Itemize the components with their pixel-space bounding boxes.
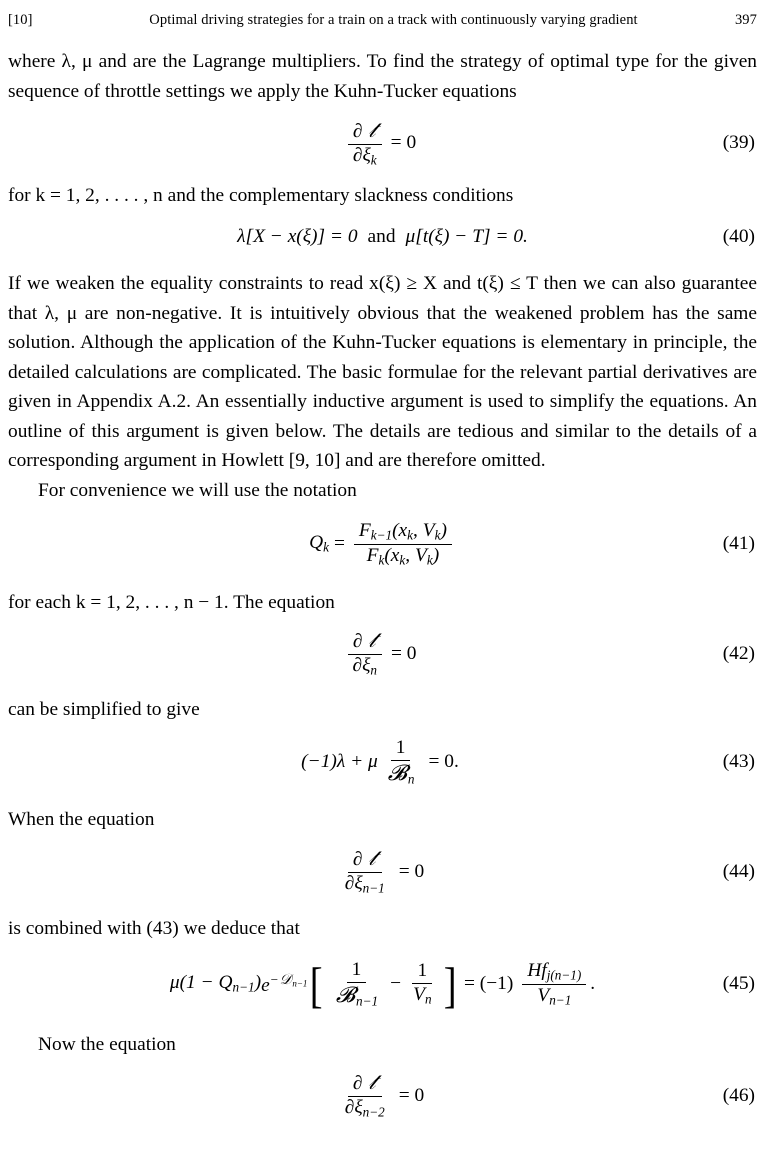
equation-44-expression xyxy=(336,847,429,896)
xi-symbol: ξ xyxy=(354,873,363,895)
partial-symbol: ∂ xyxy=(352,144,363,166)
equation-40-conjunction: and xyxy=(367,226,396,248)
equation-45-expression: $\mu(1 - Q_{n-1})$ $e^{-𝒟_{n-1}}$ [ $\frac{1}{𝓑_{n-1}}$ − $\frac{1}{V_n}$ ] = (−1) $\frac{Hf_{j(n-1)}}{V_{n-1}}$ . xyxy=(169,958,596,1014)
lead-in-39: for k = 1, 2, . . . . , n and the complementary slackness conditions xyxy=(8,184,514,206)
v-subscript: n xyxy=(407,771,415,787)
equation-number-41: (41) xyxy=(722,533,755,555)
equation-46 xyxy=(8,1068,757,1124)
partial-fraction xyxy=(348,119,382,168)
running-head-title: Optimal driving strategies for a train on a track with continuously varying gradient xyxy=(149,12,638,28)
equation-number-44: (44) xyxy=(722,860,755,882)
paragraph-1: where λ, μ and are the Lagrange multipliers. To find the strategy of optimal type for the given sequence of throttle settings we apply the Kuhn-Tucker equations xyxy=(8,51,757,102)
hf-over-v-fraction xyxy=(522,961,586,1008)
partial-fraction xyxy=(348,629,383,678)
minus-sign: − xyxy=(390,973,402,995)
equation-41-expression xyxy=(309,521,456,568)
equals-zero: = 0 xyxy=(391,642,417,664)
running-head xyxy=(8,0,757,29)
xi-subscript: n xyxy=(370,662,377,678)
denominator-v: $V_n$ xyxy=(413,984,432,1007)
equation-number-42: (42) xyxy=(722,642,755,664)
xi-symbol: ξ xyxy=(354,1097,363,1119)
q-fraction xyxy=(354,521,452,568)
partial-denominator xyxy=(340,873,390,896)
page-number: 397 xyxy=(734,12,757,28)
equation-number-40: (40) xyxy=(722,226,755,248)
equation-number-43: (43) xyxy=(722,751,755,773)
running-head-marker: [10] xyxy=(8,12,33,28)
equation-39-expression xyxy=(344,119,421,168)
equation-number-39: (39) xyxy=(722,132,755,154)
script-v-icon: 𝓑 xyxy=(335,982,356,1008)
v-subscript: n−1 xyxy=(549,992,572,1008)
equation-45-prefix: $\mu(1 - Q_{n-1})$ xyxy=(169,972,262,995)
equals-zero: = 0. xyxy=(428,751,459,773)
script-j-icon: 𝓉 xyxy=(368,628,376,654)
partial-numerator xyxy=(348,119,382,145)
partial-numerator xyxy=(348,629,382,655)
xi-subscript: n−2 xyxy=(362,1104,385,1120)
q-subscript: k xyxy=(323,540,329,555)
hf-numerator: $Hf_{j(n-1)}$ xyxy=(522,961,586,985)
paragraph-3: For convenience we will use the notation xyxy=(38,479,357,501)
partial-fraction xyxy=(340,847,390,896)
partial-denominator xyxy=(340,1097,390,1120)
f-subscript: k−1 xyxy=(370,527,393,543)
inverse-script-v-fraction xyxy=(330,960,383,1009)
f-subscript: k xyxy=(378,552,385,568)
equation-41-lhs: $Q_k$ xyxy=(309,532,329,555)
equation-42-expression xyxy=(344,629,422,678)
script-v-icon: 𝓑 xyxy=(387,760,407,786)
numerator-one: 1 xyxy=(347,960,367,983)
equals-zero: = 0 xyxy=(390,132,417,154)
equals-zero: = 0 xyxy=(398,1084,425,1106)
partial-symbol: ∂ xyxy=(352,849,363,871)
script-j-icon: 𝓉 xyxy=(368,1070,376,1096)
equation-40 xyxy=(8,218,757,256)
partial-numerator xyxy=(348,1071,382,1097)
equation-41 xyxy=(8,513,757,575)
script-d-icon: 𝒟 xyxy=(279,971,292,989)
lead-in-43: can be simplified to give xyxy=(8,698,200,720)
lead-in-41: for each k = 1, 2, . . . , n − 1. The equation xyxy=(8,592,335,614)
exponent: −𝒟n−1 xyxy=(269,971,308,989)
xi-subscript: k xyxy=(370,152,377,168)
equation-40-expression xyxy=(237,226,528,248)
partial-symbol: ∂ xyxy=(352,655,363,677)
v-subscript: k xyxy=(426,552,433,568)
paragraph-2: If we weaken the equality constraints to read x(ξ) ≥ X and t(ξ) ≤ T then we can also guarantee that λ, μ are non-negative. It is intuitively obvious that the weakened problem has the same solution. Although the application of the Kuhn-Tucker equations is elementary in principle, the detailed calculations are complicated. The basic formulae for the relevant partial derivatives are given in Appendix A.2. An essentially inductive argument is used to simplify the equations. An outline of this argument is given below. The details are tedious and similar to the details of a corresponding argument in Howlett [9, 10] and are therefore omitted. xyxy=(8,273,757,472)
equals-sign: = xyxy=(333,533,345,555)
v-subscript: n xyxy=(424,991,432,1007)
equation-43 xyxy=(8,732,757,792)
inverse-script-v-fraction xyxy=(382,738,420,787)
partial-symbol: ∂ xyxy=(352,631,363,653)
numerator-one: 1 xyxy=(391,738,411,761)
q-numerator: $F_{k-1}(x_k$, $V_k$) xyxy=(354,521,452,545)
equation-46-expression xyxy=(336,1071,429,1120)
equation-44 xyxy=(8,843,757,901)
xi-subscript: n−1 xyxy=(362,880,385,896)
partial-fraction xyxy=(340,1071,390,1120)
x-subscript: k xyxy=(407,527,414,543)
period: . xyxy=(590,973,596,995)
lead-in-46: Now the equation xyxy=(38,1034,176,1056)
equation-number-45: (45) xyxy=(722,973,755,995)
partial-symbol: ∂ xyxy=(352,1073,363,1095)
inverse-v-fraction xyxy=(408,961,436,1007)
x-subscript: k xyxy=(399,552,406,568)
v-subscript: n−1 xyxy=(356,993,379,1009)
f-subscript: j(n−1) xyxy=(546,967,582,983)
d-subscript: n−1 xyxy=(292,978,308,989)
lead-in-45: is combined with (43) we deduce that xyxy=(8,917,300,939)
equation-45-rhs-sign: = (−1) xyxy=(464,973,514,995)
equation-42 xyxy=(8,626,757,682)
equation-45 xyxy=(8,951,757,1017)
partial-denominator xyxy=(348,145,382,168)
q-subscript: n−1 xyxy=(232,980,255,995)
exponential-term: $e^{-𝒟_{n-1}}$ xyxy=(261,971,308,997)
partial-symbol: ∂ xyxy=(344,873,355,895)
partial-numerator xyxy=(348,847,382,873)
equation-number-46: (46) xyxy=(722,1084,755,1106)
numerator-one: 1 xyxy=(412,961,432,984)
lead-in-44: When the equation xyxy=(8,809,155,831)
equation-40-right: μ[t(ξ) − T] = 0. xyxy=(405,226,528,248)
partial-symbol: ∂ xyxy=(352,121,363,142)
denominator-script-v xyxy=(382,761,420,787)
equals-zero: = 0 xyxy=(398,860,425,882)
v-subscript: k xyxy=(434,527,441,543)
script-j-icon: 𝓉 xyxy=(368,118,376,143)
partial-symbol: ∂ xyxy=(344,1097,355,1119)
denominator-script-v xyxy=(330,983,383,1009)
xi-symbol: ξ xyxy=(362,655,371,677)
equation-43-lhs: (−1)λ + μ xyxy=(301,751,378,773)
v-denominator: $V_{n-1}$ xyxy=(537,984,572,1008)
q-denominator: $F_k(x_k$, $V_k$) xyxy=(366,544,440,568)
partial-denominator xyxy=(348,655,383,678)
xi-symbol: ξ xyxy=(362,144,371,166)
equation-40-left: λ[X − x(ξ)] = 0 xyxy=(237,226,358,248)
equation-43-expression xyxy=(301,738,464,787)
equation-39 xyxy=(8,119,757,168)
script-j-icon: 𝓉 xyxy=(368,846,376,872)
